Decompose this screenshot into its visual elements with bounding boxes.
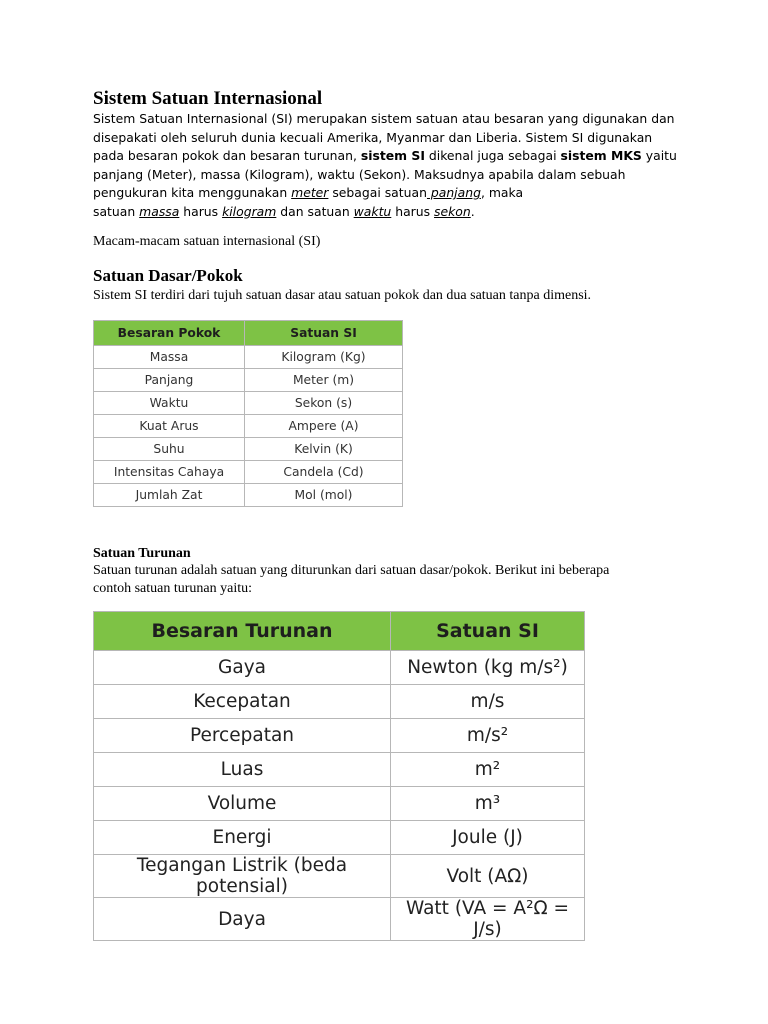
intro-linked-term[interactable]: sekon xyxy=(434,203,471,219)
dasar-description: Sistem SI terdiri dari tujuh satuan dasar atau satuan pokok dan dua satuan tanpa dimensi. xyxy=(93,288,592,303)
quantity-cell: Gaya xyxy=(94,651,391,685)
unit-cell: m/s² xyxy=(391,719,585,753)
dasar-heading: Satuan Dasar/Pokok xyxy=(93,266,243,285)
intro-linked-term[interactable]: kilogram xyxy=(222,203,277,219)
intro-bold-term: sistem SI xyxy=(360,148,425,163)
intro-paragraph xyxy=(93,110,693,221)
intro-linked-term[interactable]: massa xyxy=(139,203,180,219)
intro-linked-term[interactable]: meter xyxy=(291,185,329,200)
unit-cell: m³ xyxy=(391,787,585,821)
intro-text: sebagai satuan xyxy=(328,185,427,200)
intro-text: satuan xyxy=(93,203,140,219)
table-row xyxy=(94,415,403,438)
table-header-row xyxy=(94,321,403,346)
turunan-description xyxy=(93,562,693,598)
unit-cell: Sekon (s) xyxy=(245,392,403,415)
quantity-cell: Suhu xyxy=(94,438,245,461)
table-header-row xyxy=(94,612,585,651)
intro-linked-term[interactable]: waktu xyxy=(353,203,392,219)
intro-text: pada besaran pokok dan besaran turunan, xyxy=(93,148,361,163)
column-header: Satuan SI xyxy=(391,612,585,651)
table-row xyxy=(94,821,585,855)
unit-cell: Ampere (A) xyxy=(245,415,403,438)
unit-cell: Newton (kg m/s²) xyxy=(391,651,585,685)
intro-text: . xyxy=(470,203,475,219)
intro-text: pengukuran kita menggunakan xyxy=(93,185,292,200)
quantity-cell: Volume xyxy=(94,787,391,821)
unit-cell: Mol (mol) xyxy=(245,484,403,507)
quantity-cell: Luas xyxy=(94,753,391,787)
quantity-cell: Jumlah Zat xyxy=(94,484,245,507)
intro-line-5 xyxy=(93,184,693,203)
table-row xyxy=(94,369,403,392)
unit-cell: Kilogram (Kg) xyxy=(245,346,403,369)
quantity-cell: Energi xyxy=(94,821,391,855)
intro-text: , maka xyxy=(480,185,524,200)
column-header: Besaran Turunan xyxy=(94,612,391,651)
table-row xyxy=(94,438,403,461)
unit-cell: Kelvin (K) xyxy=(245,438,403,461)
page-title: Sistem Satuan Internasional xyxy=(93,88,323,109)
quantity-cell: Waktu xyxy=(94,392,245,415)
base-units-table xyxy=(93,320,403,507)
table-row xyxy=(94,392,403,415)
intro-line-2: disepakati oleh seluruh dunia kecuali Amerika, Myanmar dan Liberia. Sistem SI digunakan xyxy=(93,129,653,145)
quantity-cell: Tegangan Listrik (beda potensial) xyxy=(94,855,391,898)
table-row xyxy=(94,753,585,787)
unit-cell: Watt (VA = A²Ω = J/s) xyxy=(391,898,585,941)
macam-text: Macam-macam satuan internasional (SI) xyxy=(93,234,321,249)
table-row xyxy=(94,461,403,484)
table-row xyxy=(94,651,585,685)
column-header: Besaran Pokok xyxy=(94,321,245,346)
intro-linked-term[interactable]: panjang xyxy=(426,185,481,200)
intro-text: dan satuan xyxy=(276,203,354,219)
quantity-cell: Panjang xyxy=(94,369,245,392)
intro-line-6 xyxy=(93,203,693,222)
unit-cell: m/s xyxy=(391,685,585,719)
quantity-cell: Kecepatan xyxy=(94,685,391,719)
unit-cell: Meter (m) xyxy=(245,369,403,392)
turunan-desc-line-2: contoh satuan turunan yaitu: xyxy=(93,581,253,596)
quantity-cell: Daya xyxy=(94,898,391,941)
table-row xyxy=(94,787,585,821)
intro-line-3 xyxy=(93,147,693,166)
table-row xyxy=(94,855,585,898)
quantity-cell: Intensitas Cahaya xyxy=(94,461,245,484)
derived-units-table xyxy=(93,611,585,941)
intro-text: harus xyxy=(179,203,223,219)
intro-line-1: Sistem Satuan Internasional (SI) merupakan sistem satuan atau besaran yang digunakan dan xyxy=(93,111,675,126)
turunan-desc-line-1: Satuan turunan adalah satuan yang diturunkan dari satuan dasar/pokok. Berikut ini beberapa xyxy=(93,563,610,578)
unit-cell: Candela (Cd) xyxy=(245,461,403,484)
intro-bold-term: sistem MKS xyxy=(560,148,642,163)
table-row xyxy=(94,719,585,753)
turunan-heading: Satuan Turunan xyxy=(93,546,191,561)
intro-text: yaitu xyxy=(641,148,677,163)
unit-cell: m² xyxy=(391,753,585,787)
quantity-cell: Massa xyxy=(94,346,245,369)
quantity-cell: Percepatan xyxy=(94,719,391,753)
table-row xyxy=(94,898,585,941)
unit-cell: Joule (J) xyxy=(391,821,585,855)
unit-cell: Volt (AΩ) xyxy=(391,855,585,898)
column-header: Satuan SI xyxy=(245,321,403,346)
table-row xyxy=(94,685,585,719)
table-row xyxy=(94,346,403,369)
intro-line-4: panjang (Meter), massa (Kilogram), waktu (Sekon). Maksudnya apabila dalam sebuah xyxy=(93,166,626,182)
intro-text: dikenal juga sebagai xyxy=(424,148,561,163)
intro-text: harus xyxy=(391,203,435,219)
quantity-cell: Kuat Arus xyxy=(94,415,245,438)
table-row xyxy=(94,484,403,507)
